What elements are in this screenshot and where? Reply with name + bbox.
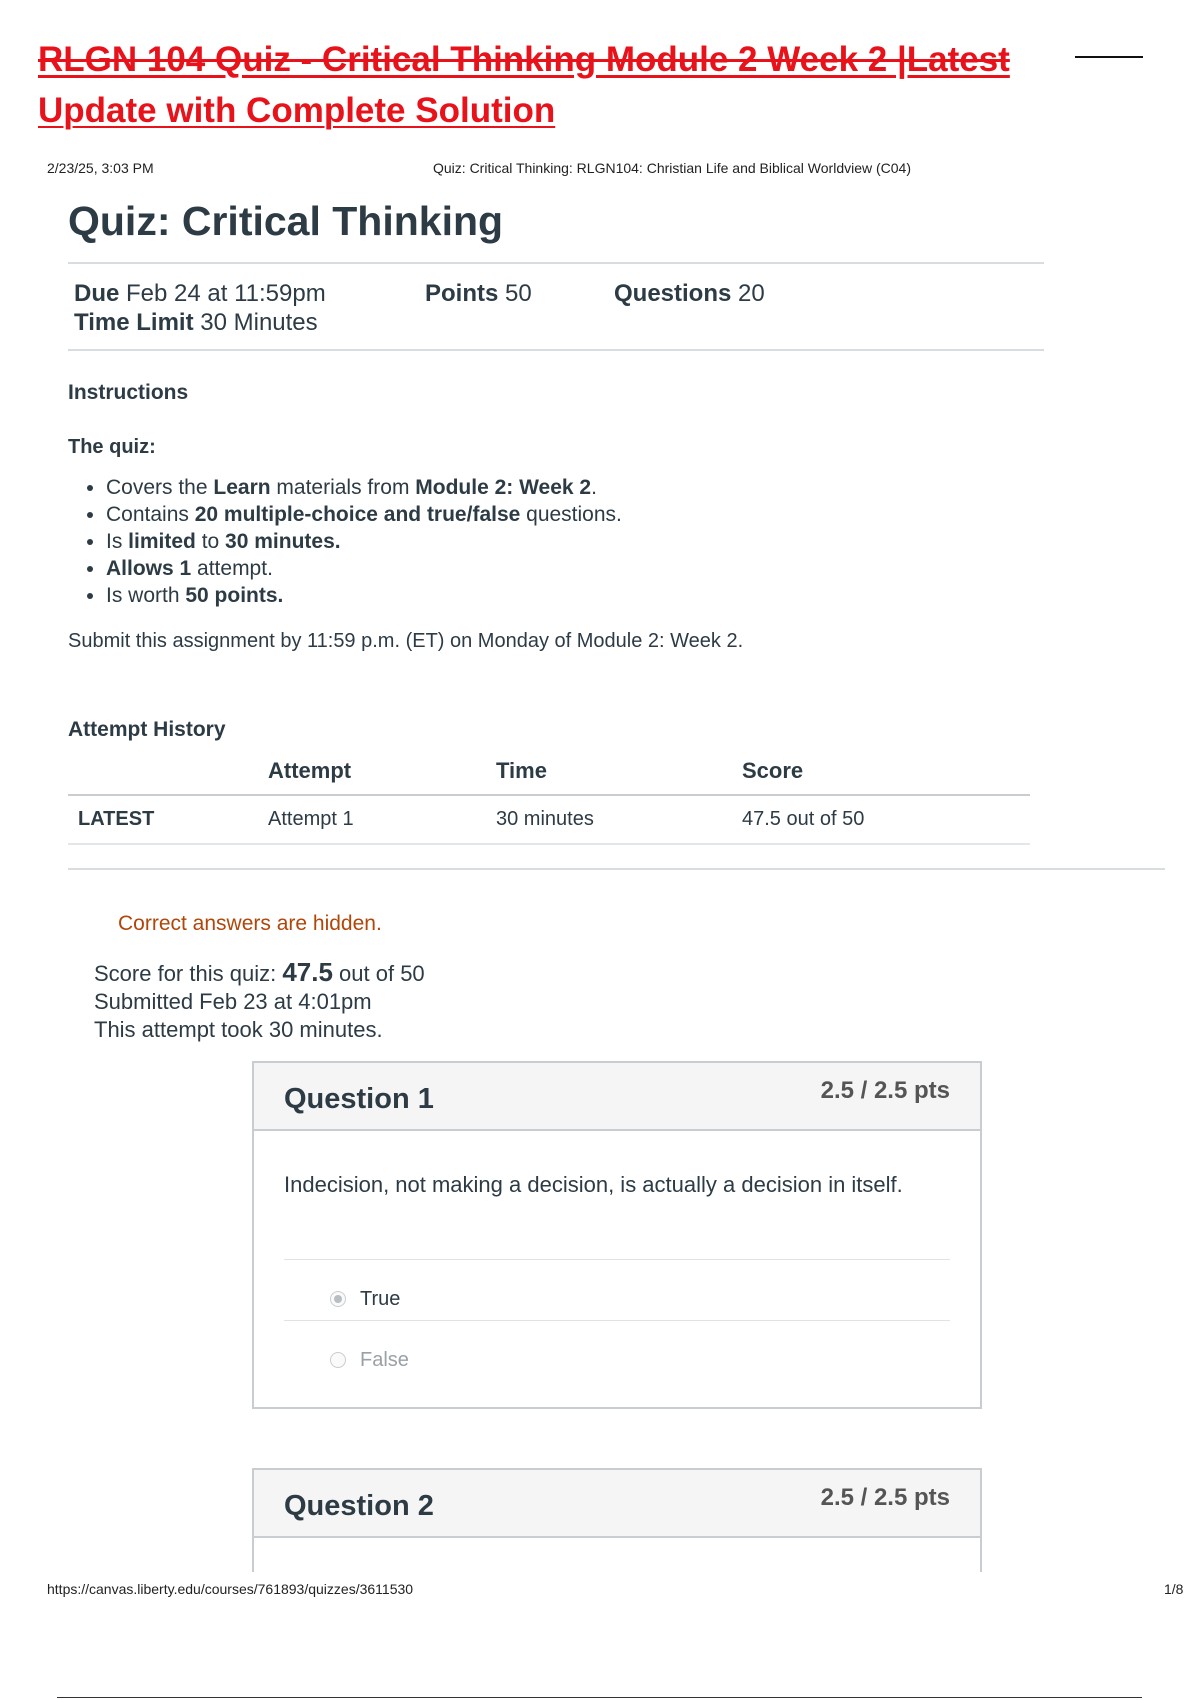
attempt-score: 47.5 out of 50 <box>732 795 1030 844</box>
instruction-item: • Is worth 50 points. <box>106 582 1006 609</box>
points <box>425 280 532 308</box>
column-header: Attempt <box>258 750 486 795</box>
column-header <box>68 750 258 795</box>
question-count <box>614 280 765 308</box>
instruction-item: • Contains 20 multiple-choice and true/false questions. <box>106 501 1006 528</box>
questions-label: Questions <box>614 280 732 307</box>
due-value: Feb 24 at 11:59pm <box>126 280 326 307</box>
question-card-1 <box>252 1061 982 1409</box>
points-value: 50 <box>505 280 532 307</box>
attempt-time: 30 minutes <box>486 795 732 844</box>
time-limit-label: Time Limit <box>74 309 194 336</box>
correct-answers-hidden-notice: Correct answers are hidden. <box>118 912 382 935</box>
table-row <box>68 795 1030 844</box>
column-header: Time <box>486 750 732 795</box>
submission-note: Submit this assignment by 11:59 p.m. (ET) on Monday of Module 2: Week 2. <box>68 630 744 652</box>
question-title: Question 2 <box>284 1490 434 1522</box>
instruction-item: • Is limited to 30 minutes. <box>106 528 1006 555</box>
print-page-number: 1/8 <box>1164 1581 1184 1597</box>
document-banner-title[interactable] <box>38 34 1138 136</box>
time-limit <box>74 309 318 337</box>
page-title: Quiz: Critical Thinking <box>68 198 504 244</box>
question-title: Question 1 <box>284 1083 434 1115</box>
question-points: 2.5 / 2.5 pts <box>820 1484 950 1511</box>
print-url: https://canvas.liberty.edu/courses/761893/quizzes/3611530 <box>47 1581 414 1597</box>
time-limit-value: 30 Minutes <box>200 309 318 336</box>
question-header <box>254 1470 980 1538</box>
instructions-heading: Instructions <box>68 381 189 404</box>
attempt-duration: This attempt took 30 minutes. <box>94 1017 383 1042</box>
questions-value: 20 <box>738 280 765 307</box>
instruction-item: • Covers the Learn materials from Module 2: Week 2. <box>106 474 1006 501</box>
instructions-list <box>68 474 1006 609</box>
score-summary <box>94 958 425 1044</box>
points-label: Points <box>425 280 499 307</box>
due-date <box>74 280 326 308</box>
radio-selected-icon[interactable] <box>330 1291 346 1307</box>
answer-label: False <box>360 1349 409 1371</box>
attempt-history-heading: Attempt History <box>68 718 226 741</box>
attempt-link[interactable]: Attempt 1 <box>258 795 486 844</box>
answer-label: True <box>360 1288 401 1310</box>
column-header: Score <box>732 750 1030 795</box>
bottom-divider <box>57 1697 1142 1698</box>
latest-tag: LATEST <box>68 795 258 844</box>
banner-line-1[interactable]: RLGN 104 Quiz - Critical Thinking Module 2 Week 2 |Latest <box>38 40 1010 79</box>
banner-line-2[interactable]: Update with Complete Solution <box>38 91 556 130</box>
table-header-row <box>68 750 1030 795</box>
due-label: Due <box>74 280 120 307</box>
question-text: Indecision, not making a decision, is actually a decision in itself. <box>284 1172 903 1197</box>
divider <box>68 868 1165 870</box>
banner-strike-line <box>1075 56 1143 58</box>
attempt-history-table <box>68 750 1030 845</box>
divider <box>68 349 1044 351</box>
print-datetime: 2/23/25, 3:03 PM <box>47 160 154 176</box>
question-header <box>254 1063 980 1131</box>
question-card-2 <box>252 1468 982 1572</box>
submitted-time: Submitted Feb 23 at 4:01pm <box>94 989 372 1014</box>
instruction-item: • Allows 1 attempt. <box>106 555 1006 582</box>
question-points: 2.5 / 2.5 pts <box>820 1077 950 1104</box>
answer-divider <box>284 1259 950 1260</box>
print-page-title: Quiz: Critical Thinking: RLGN104: Christian Life and Biblical Worldview (C04) <box>433 160 912 176</box>
radio-unselected-icon[interactable] <box>330 1352 346 1368</box>
answer-divider <box>284 1320 950 1321</box>
quiz-score: Score for this quiz: 47.5 out of 50 <box>94 957 425 987</box>
divider <box>68 262 1044 264</box>
instructions-intro: The quiz: <box>68 436 156 458</box>
